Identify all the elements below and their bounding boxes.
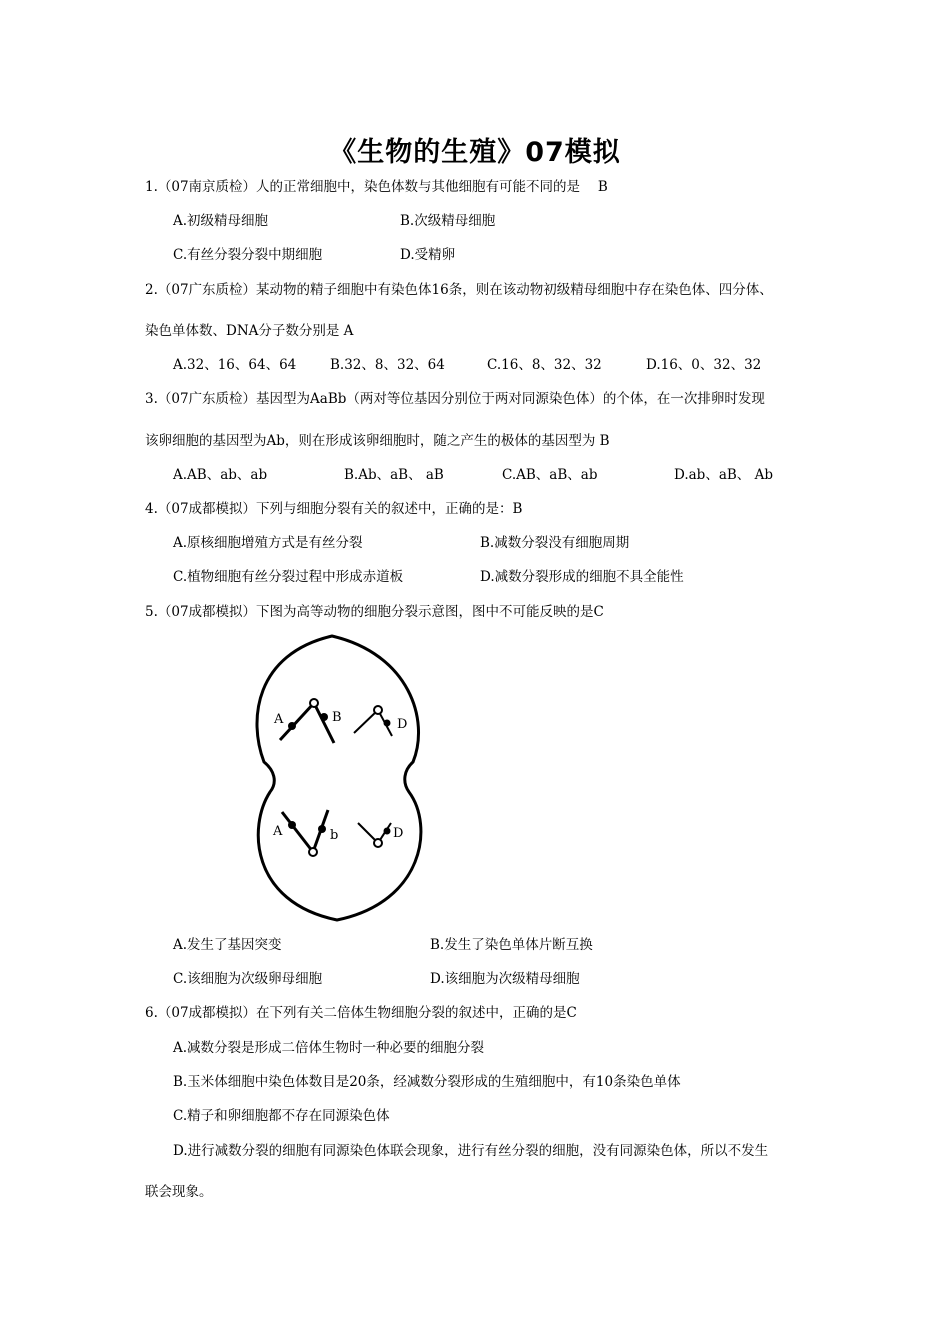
question-2-option-d: D.16、0、32、32 xyxy=(646,357,762,373)
question-5-option-d: D.该细胞为次级精母细胞 xyxy=(430,971,580,987)
centromere-upper-left xyxy=(310,699,318,707)
question-4-option-c: C.植物细胞有丝分裂过程中形成赤道板 xyxy=(173,569,404,585)
question-5-stem: 5.（07成都模拟）下图为高等动物的细胞分裂示意图，图中不可能反映的是C xyxy=(145,604,604,620)
question-3-stem-line1: 3.（07广东质检）基因型为AaBb（两对等位基因分别位于两对同源染色体）的个体，在一次排卵时发现 xyxy=(145,391,765,407)
question-2-option-b: B.32、8、32、64 xyxy=(330,357,445,373)
question-2-stem-line2: 染色单体数、DNA分子数分别是 A xyxy=(145,323,354,339)
question-6-option-b: B.玉米体细胞中染色体数目是20条，经减数分裂形成的生殖细胞中，有10条染色单体 xyxy=(173,1074,681,1090)
question-2-option-c: C.16、8、32、32 xyxy=(487,357,602,373)
gene-locus-lower-A xyxy=(288,821,296,829)
question-4-option-d: D.减数分裂形成的细胞不具全能性 xyxy=(480,569,684,585)
cell-division-diagram xyxy=(250,630,440,930)
centromere-lower-right xyxy=(374,839,382,847)
label-lower-A: A xyxy=(273,824,283,839)
question-5-option-c: C.该细胞为次级卵母细胞 xyxy=(173,971,323,987)
gene-locus-lower-b xyxy=(318,825,326,833)
question-6-option-d: D.进行减数分裂的细胞有同源染色体联会现象，进行有丝分裂的细胞，没有同源染色体，所以不发生 xyxy=(173,1143,769,1159)
gene-locus-upper-B xyxy=(320,713,328,721)
question-6-option-c: C.精子和卵细胞都不存在同源染色体 xyxy=(173,1108,390,1124)
question-1-option-d: D.受精卵 xyxy=(400,247,456,263)
question-3-stem-line2: 该卵细胞的基因型为Ab，则在形成该卵细胞时，随之产生的极体的基因型为 B xyxy=(145,433,610,449)
question-1-option-b: B.次级精母细胞 xyxy=(400,213,496,229)
question-3-option-c: C.AB、aB、ab xyxy=(502,467,598,483)
question-1-stem: 1.（07南京质检）人的正常细胞中，染色体数与其他细胞有可能不同的是 B xyxy=(145,179,608,195)
page-title: 《生物的生殖》07模拟 xyxy=(329,137,621,168)
question-4-option-a: A.原核细胞增殖方式是有丝分裂 xyxy=(173,535,363,551)
chromosome-upper-left xyxy=(280,703,334,743)
gene-locus-upper-D xyxy=(384,720,391,727)
question-3-option-a: A.AB、ab、ab xyxy=(173,467,268,483)
question-4-stem: 4.（07成都模拟）下列与细胞分裂有关的叙述中，正确的是：B xyxy=(145,501,523,517)
question-3-option-d: D.ab、aB、 Ab xyxy=(674,467,773,483)
question-1-option-a: A.初级精母细胞 xyxy=(173,213,269,229)
label-upper-D: D xyxy=(397,717,408,732)
question-4-option-b: B.减数分裂没有细胞周期 xyxy=(480,535,630,551)
label-lower-D: D xyxy=(393,826,404,841)
question-5-option-b: B.发生了染色单体片断互换 xyxy=(430,937,593,953)
centromere-lower-left xyxy=(309,848,317,856)
question-6-stem: 6.（07成都模拟）在下列有关二倍体生物细胞分裂的叙述中，正确的是C xyxy=(145,1005,577,1021)
label-upper-A: A xyxy=(274,712,284,727)
label-lower-b: b xyxy=(330,828,339,843)
gene-locus-lower-D xyxy=(384,828,391,835)
question-2-stem-line1: 2.（07广东质检）某动物的精子细胞中有染色体16条，则在该动物初级精母细胞中存在染色体、四分体、 xyxy=(145,282,773,298)
question-2-option-a: A.32、16、64、64 xyxy=(173,357,297,373)
label-upper-B: B xyxy=(332,710,342,725)
question-1-option-c: C.有丝分裂分裂中期细胞 xyxy=(173,247,323,263)
question-6-option-a: A.减数分裂是形成二倍体生物时一种必要的细胞分裂 xyxy=(173,1040,485,1056)
question-5-option-a: A.发生了基因突变 xyxy=(173,937,282,953)
centromere-upper-right xyxy=(374,706,382,714)
cell-membrane xyxy=(257,636,421,920)
question-3-option-b: B.Ab、aB、 aB xyxy=(344,467,444,483)
gene-locus-upper-A xyxy=(288,722,296,730)
question-6-option-d-continuation: 联会现象。 xyxy=(145,1184,213,1200)
